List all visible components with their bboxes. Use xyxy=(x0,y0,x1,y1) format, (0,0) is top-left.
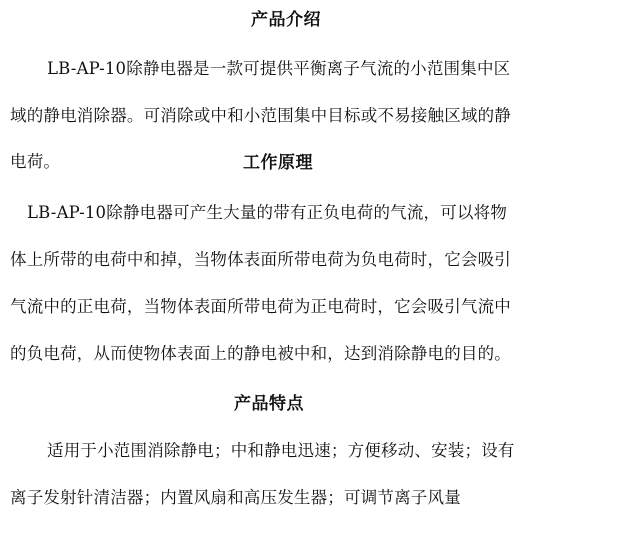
paragraph-line: LB-AP-10除静电器是一款可提供平衡离子气流的小范围集中区 xyxy=(47,59,511,78)
paragraph-line: 域的静电消除器。可消除或中和小范围集中目标或不易接触区域的静 xyxy=(10,106,511,125)
section-heading-features: 产品特点 xyxy=(234,394,304,414)
paragraph-line: LB-AP-10除静电器可产生大量的带有正负电荷的气流，可以将物 xyxy=(27,203,508,222)
paragraph-line: 气流中的正电荷，当物体表面所带电荷为正电荷时，它会吸引气流中 xyxy=(10,297,511,316)
paragraph-line: 离子发射针清洁器；内置风扇和高压发生器；可调节离子风量 xyxy=(10,488,461,507)
section-heading-intro: 产品介绍 xyxy=(251,10,321,30)
paragraph-line: 适用于小范围消除静电；中和静电迅速；方便移动、安装；设有 xyxy=(47,441,515,460)
paragraph-line: 电荷。 xyxy=(10,152,61,171)
paragraph-line: 体上所带的电荷中和掉，当物体表面所带电荷为负电荷时，它会吸引 xyxy=(10,250,511,269)
section-heading-principle: 工作原理 xyxy=(243,153,313,173)
paragraph-line: 的负电荷，从而使物体表面上的静电被中和，达到消除静电的目的。 xyxy=(10,344,511,363)
